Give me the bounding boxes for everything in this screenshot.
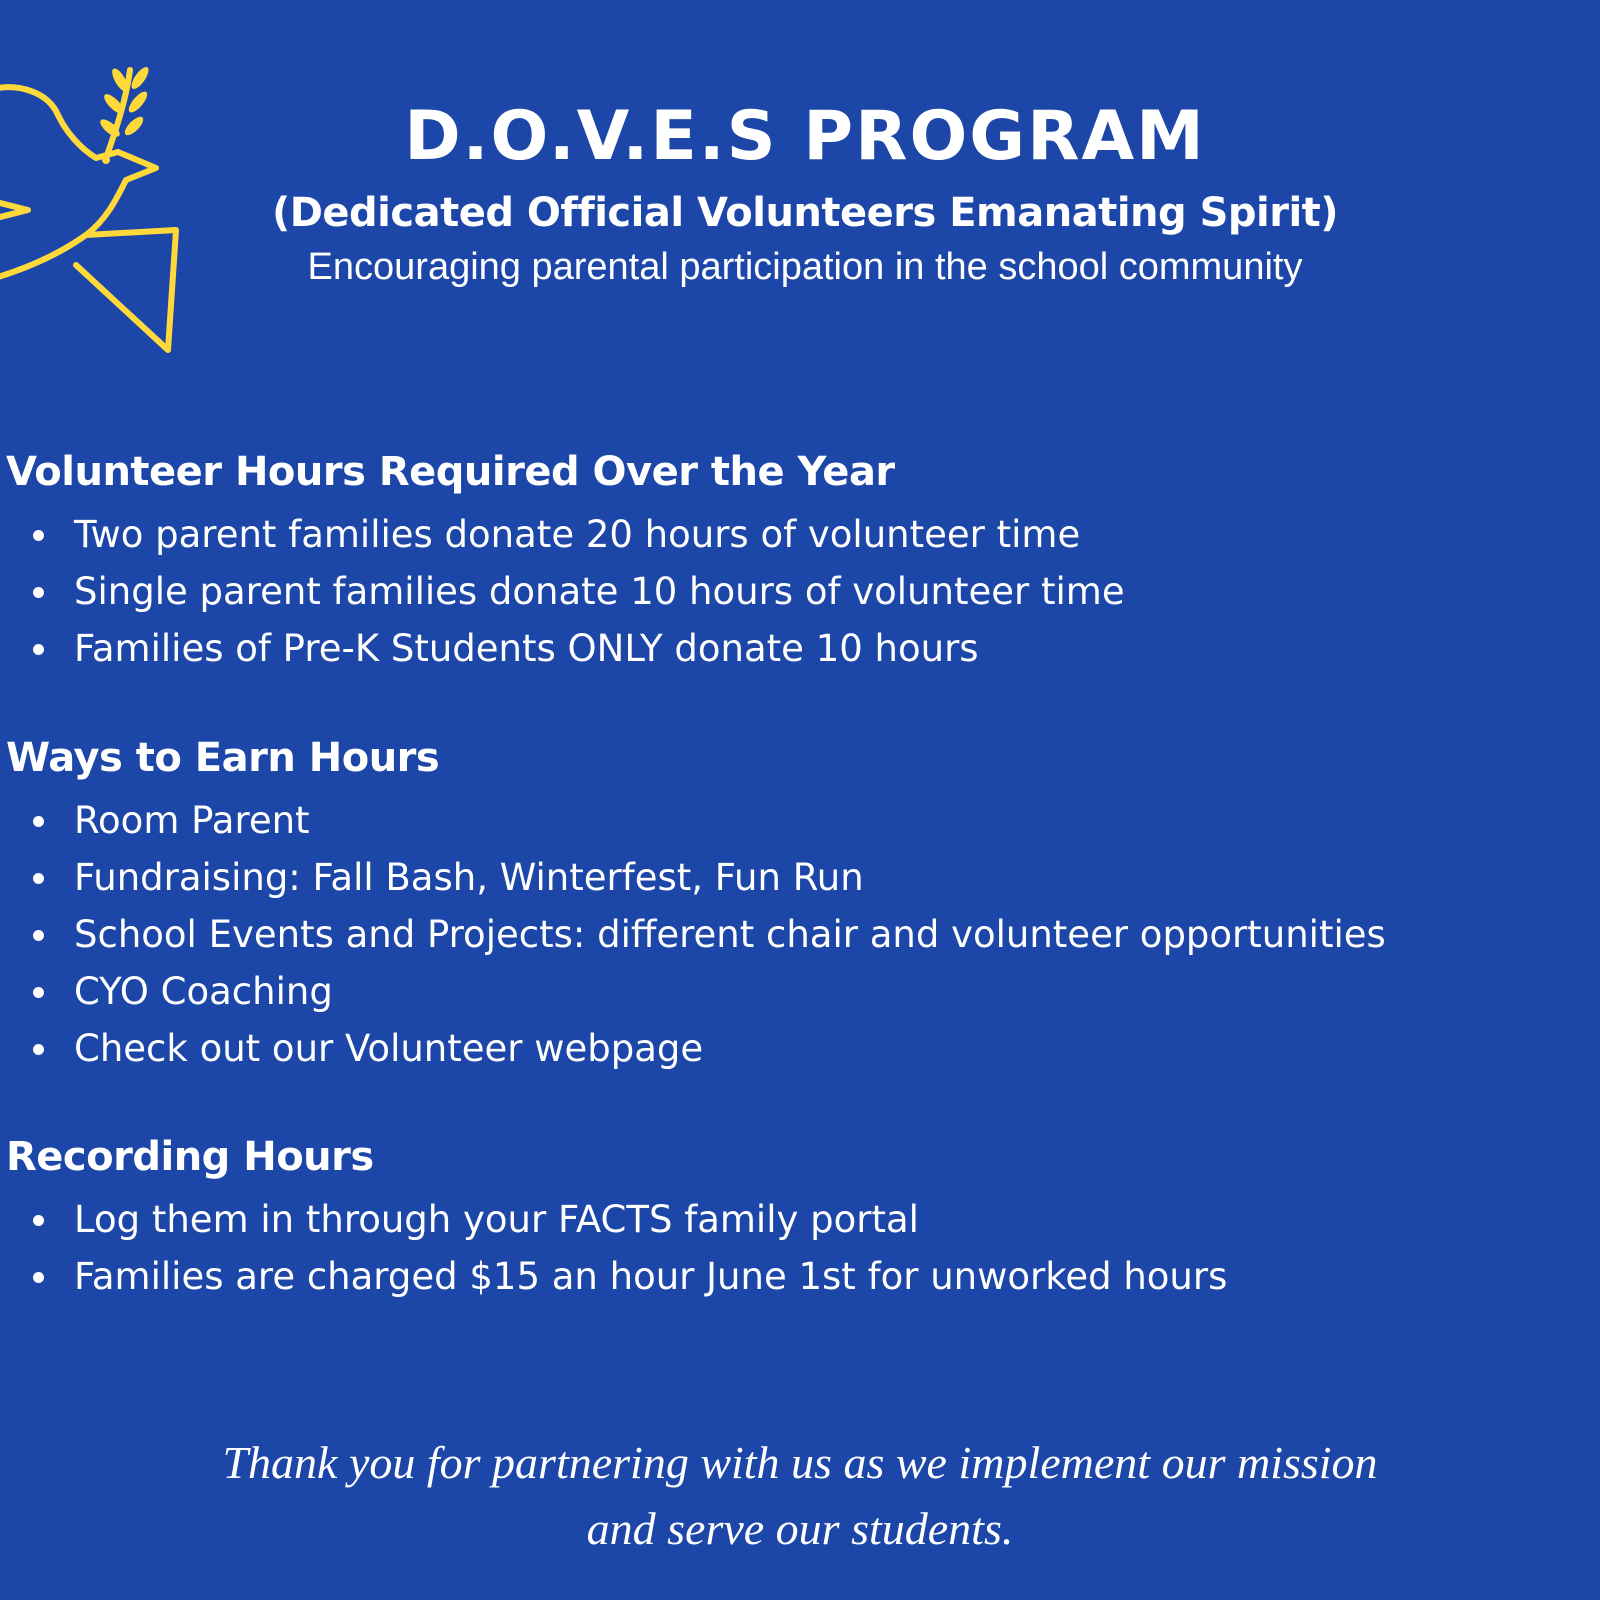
bullet-list [6, 506, 1586, 677]
list-item-text: Two parent families donate 20 hours of volunteer time [74, 513, 1081, 556]
bullet-list [6, 792, 1586, 1077]
page-subtitle: (Dedicated Official Volunteers Emanating Spirit) [271, 190, 1339, 236]
section-ways-to-earn [6, 733, 1586, 1077]
section-heading: Ways to Earn Hours [6, 735, 440, 781]
list-item-text: Check out our Volunteer webpage [74, 1027, 704, 1070]
bullet-icon [33, 1044, 44, 1055]
list-item-text: Families of Pre-K Students ONLY donate 10 hours [74, 627, 979, 670]
list-item [6, 506, 1586, 563]
list-item [6, 792, 1586, 849]
section-volunteer-hours [6, 447, 1586, 677]
list-item [6, 1191, 1586, 1248]
list-item [6, 906, 1586, 963]
closing-message [0, 1430, 1600, 1562]
list-item-text: Single parent families donate 10 hours of volunteer time [74, 570, 1125, 613]
bullet-icon [33, 644, 44, 655]
list-item-text: CYO Coaching [74, 970, 333, 1013]
page-title: D.O.V.E.S PROGRAM [404, 97, 1206, 176]
bullet-icon [33, 816, 44, 827]
bullet-icon [33, 1272, 44, 1283]
header [190, 92, 1420, 292]
list-item [6, 563, 1586, 620]
section-recording-hours [6, 1132, 1586, 1305]
bullet-icon [33, 587, 44, 598]
section-heading: Volunteer Hours Required Over the Year [6, 449, 895, 495]
list-item-text: School Events and Projects: different chair and volunteer opportunities [74, 913, 1386, 956]
list-item-text: Log them in through your FACTS family portal [74, 1198, 919, 1241]
list-item-text: Families are charged $15 an hour June 1st for unworked hours [74, 1255, 1228, 1298]
bullet-icon [33, 530, 44, 541]
section-heading: Recording Hours [6, 1134, 374, 1180]
bullet-icon [33, 1215, 44, 1226]
bullet-icon [33, 873, 44, 884]
list-item [6, 1020, 1586, 1077]
dove-with-olive-branch-icon [0, 60, 203, 360]
list-item-text: Room Parent [74, 799, 310, 842]
tagline: Encouraging parental participation in the school community [307, 246, 1303, 288]
bullet-icon [33, 987, 44, 998]
bullet-list [6, 1191, 1586, 1305]
closing-line-2: and serve our students. [586, 1503, 1014, 1554]
list-item [6, 1248, 1586, 1305]
list-item-text: Fundraising: Fall Bash, Winterfest, Fun Run [74, 856, 864, 899]
list-item [6, 963, 1586, 1020]
list-item [6, 849, 1586, 906]
list-item [6, 620, 1586, 677]
closing-line-1: Thank you for partnering with us as we implement our mission [222, 1437, 1378, 1488]
bullet-icon [33, 930, 44, 941]
